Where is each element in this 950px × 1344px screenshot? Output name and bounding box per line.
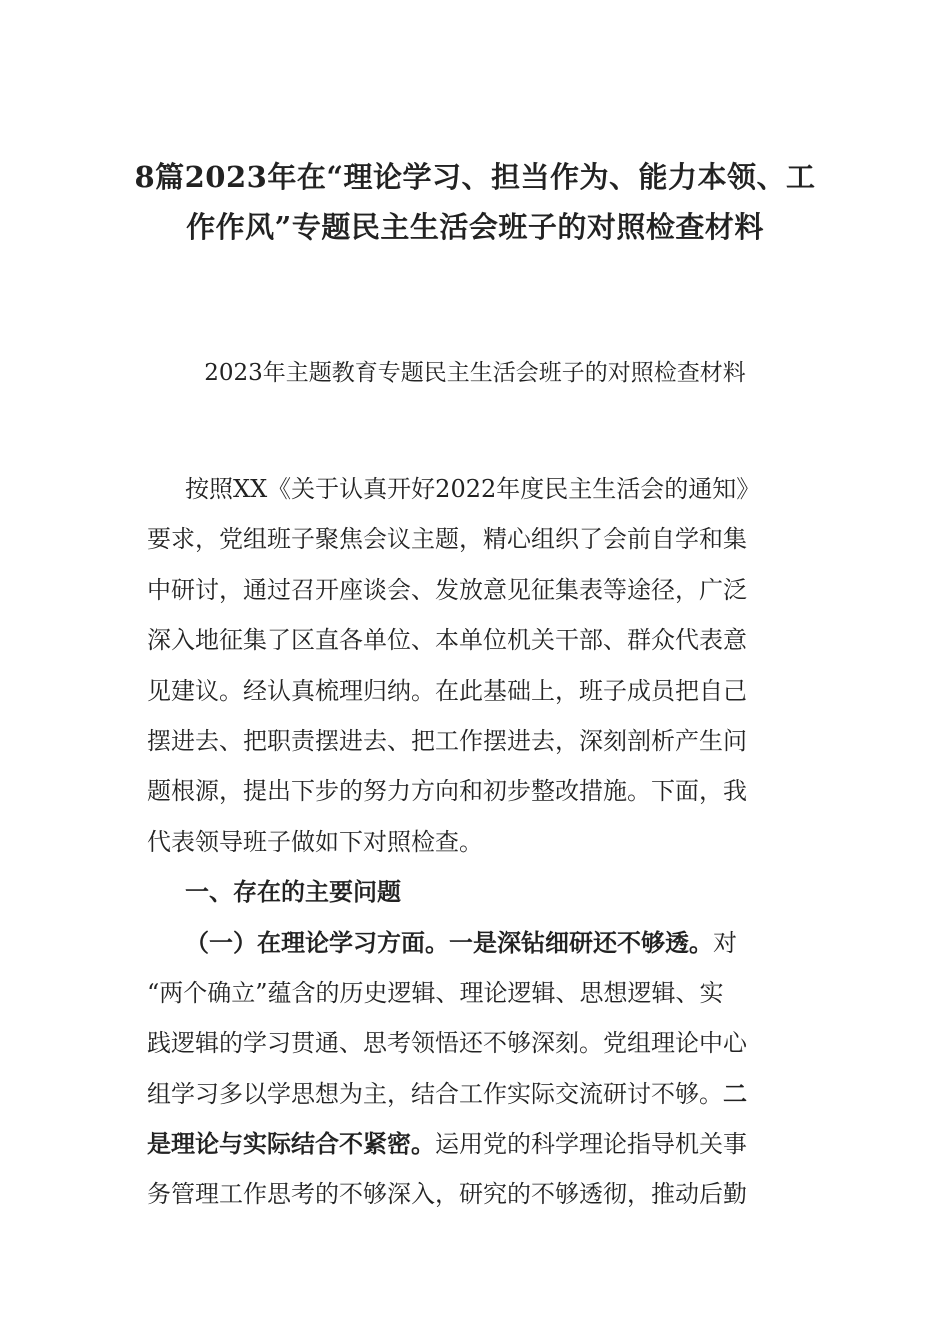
text-run: 运用党的科学理论指导机关事	[435, 1130, 747, 1159]
paragraph-line	[147, 1069, 787, 1119]
document-subtitle: 2023年主题教育专题民主生活会班子的对照检查材料	[204, 360, 746, 386]
paragraph-line: 践逻辑的学习贯通、思考领悟还不够深刻。党组理论中心	[147, 1029, 747, 1058]
paragraph-line: “两个确立”蕴含的历史逻辑、理论逻辑、思想逻辑、实	[147, 978, 724, 1007]
point-heading: 二	[723, 1078, 747, 1108]
paragraph-line: 务管理工作思考的不够深入，研究的不够透彻，推动后勤	[147, 1180, 747, 1209]
document-body	[147, 464, 787, 1220]
document-title	[120, 152, 830, 252]
title-line-2: 作作风”专题民主生活会班子的对照检查材料	[186, 210, 764, 244]
text-run: 组学习多以学思想为主，结合工作实际交流研讨不够。	[147, 1079, 723, 1108]
paragraph-line	[147, 918, 787, 968]
paragraph-line: 摆进去、把职责摆进去、把工作摆进去，深刻剖析产生问	[147, 726, 747, 755]
paragraph-line: 中研讨，通过召开座谈会、发放意见征集表等途径，广泛	[147, 575, 747, 604]
point-heading: 是理论与实际结合不紧密。	[147, 1129, 435, 1159]
paragraph-line	[147, 1119, 787, 1169]
paragraph-line: 深入地征集了区直各单位、本单位机关干部、群众代表意	[147, 626, 747, 655]
paragraph-line: 见建议。经认真梳理归纳。在此基础上，班子成员把自己	[147, 676, 747, 705]
paragraph-line: 题根源，提出下步的努力方向和初步整改措施。下面，我	[147, 777, 747, 806]
title-line-1: 8篇2023年在“理论学习、担当作为、能力本领、工	[134, 160, 816, 194]
text-run: 对	[713, 928, 737, 957]
subsection-heading: （一）在理论学习方面。一是深钻细研还不够透。	[185, 927, 713, 957]
paragraph-line: 代表领导班子做如下对照检查。	[147, 827, 483, 856]
section-theory-study	[147, 918, 787, 1220]
paragraph-line: 按照XX《关于认真开好2022年度民主生活会的通知》	[185, 475, 761, 503]
paragraph-line: 要求，党组班子聚焦会议主题，精心组织了会前自学和集	[147, 525, 747, 554]
paragraph-intro	[147, 464, 787, 867]
section-heading-main-problems: 一、存在的主要问题	[185, 877, 401, 907]
